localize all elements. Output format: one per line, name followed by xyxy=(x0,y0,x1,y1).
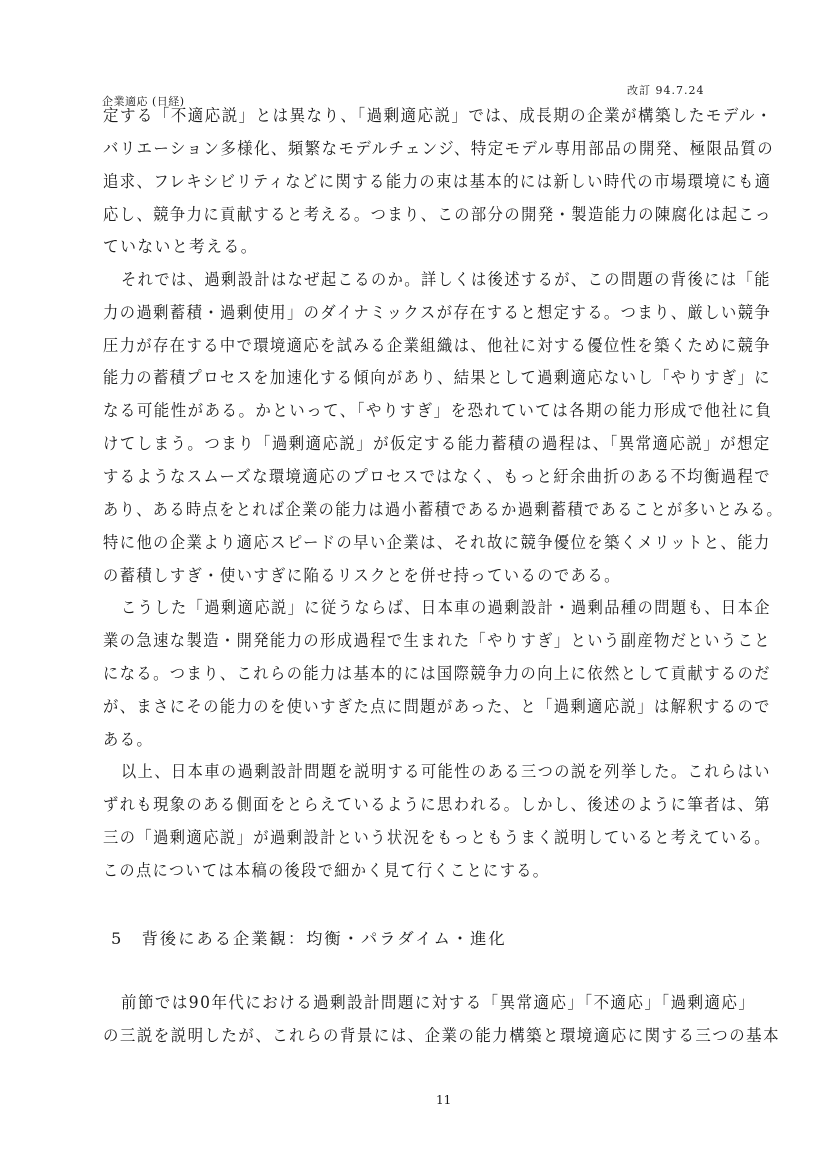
header-left: 企業適応 (日経) xyxy=(102,95,185,108)
text-line: なる可能性がある。かといって、「やりすぎ」を恐れていては各期の能力形成で他社に負 xyxy=(103,401,773,420)
text-line: こうした「過剰適応説」に従うならば、日本車の過剰設計・過剰品種の問題も、日本企 xyxy=(121,598,771,617)
text-line: ある。 xyxy=(103,730,154,749)
text-line: ていないと考える。 xyxy=(103,237,258,256)
text-line: それでは、過剰設計はなぜ起こるのか。詳しくは後述するが、この問題の背後には「能 xyxy=(121,270,771,289)
section-heading: 5 背後にある企業観：均衡・パラダイム・進化 xyxy=(111,929,507,948)
text-line: 三の「過剰適応説」が過剰設計という状況をもっともうまく説明していると考えている。 xyxy=(103,828,771,847)
text-line: バリエーション多様化、頻繁なモデルチェンジ、特定モデル専用部品の開発、極限品質の xyxy=(103,139,775,158)
text-line: 圧力が存在する中で環境適応を試みる企業組織は、他社に対する優位性を築くために競争 xyxy=(103,336,771,355)
text-line: 業の急速な製造・開発能力の形成過程で生まれた「やりすぎ」という副産物だということ xyxy=(103,631,771,650)
text-line: 能力の蓄積プロセスを加速化する傾向があり、結果として過剰適応ないし「やりすぎ」に xyxy=(103,368,771,387)
text-line: の三説を説明したが、これらの背景には、企業の能力構築と環境適応に関する三つの基本 xyxy=(103,1026,780,1045)
text-line: が、まさにその能力のを使いすぎた点に問題があった、と「過剰適応説」は解釈するので xyxy=(103,697,771,716)
text-line: 応し、競争力に貢献すると考える。つまり、この部分の開発・製造能力の陳腐化は起こっ xyxy=(103,205,772,224)
text-line: の蓄積しすぎ・使いすぎに陥るリスクとを併せ持っているのである。 xyxy=(103,566,621,585)
text-line: になる。つまり、これらの能力は基本的には国際競争力の向上に依然として貢献するのだ xyxy=(103,664,771,683)
text-line: ずれも現象のある側面をとらえているように思われる。しかし、後述のように筆者は、第 xyxy=(103,795,771,814)
text-line: 以上、日本車の過剰設計問題を説明する可能性のある三つの説を列挙した。これらはい xyxy=(121,762,771,781)
text-line: 追求、フレキシビリティなどに関する能力の束は基本的には新しい時代の市場環境にも適 xyxy=(103,172,772,191)
text-line: 定する「不適応説」とは異なり、「過剰適応説」では、成長期の企業が構築したモデル・ xyxy=(103,106,773,125)
text-line: 前節では90年代における過剰設計問題に対する「異常適応」「不適応」「過剰適応」 xyxy=(121,993,756,1012)
text-line: 特に他の企業より適応スピードの早い企業は、それ故に競争優位を築くメリットと、能力 xyxy=(103,533,771,552)
text-line: けてしまう。つまり「過剰適応説」が仮定する能力蓄積の過程は、「異常適応説」が想定 xyxy=(103,434,771,453)
text-line: この点については本稿の後段で細かく見て行くことにする。 xyxy=(103,861,550,880)
text-line: 力の過剰蓄積・過剰使用」のダイナミックスが存在すると想定する。つまり、厳しい競争 xyxy=(103,303,772,322)
page-number: 11 xyxy=(436,1093,452,1107)
text-line: あり、ある時点をとれば企業の能力は過小蓄積であるか過剰蓄積であることが多いとみる。 xyxy=(103,500,784,519)
header-right: 改訂 94.7.24 xyxy=(627,84,705,97)
text-line: するようなスムーズな環境適応のプロセスではなく、もっと紆余曲折のある不均衡過程で xyxy=(103,467,772,486)
